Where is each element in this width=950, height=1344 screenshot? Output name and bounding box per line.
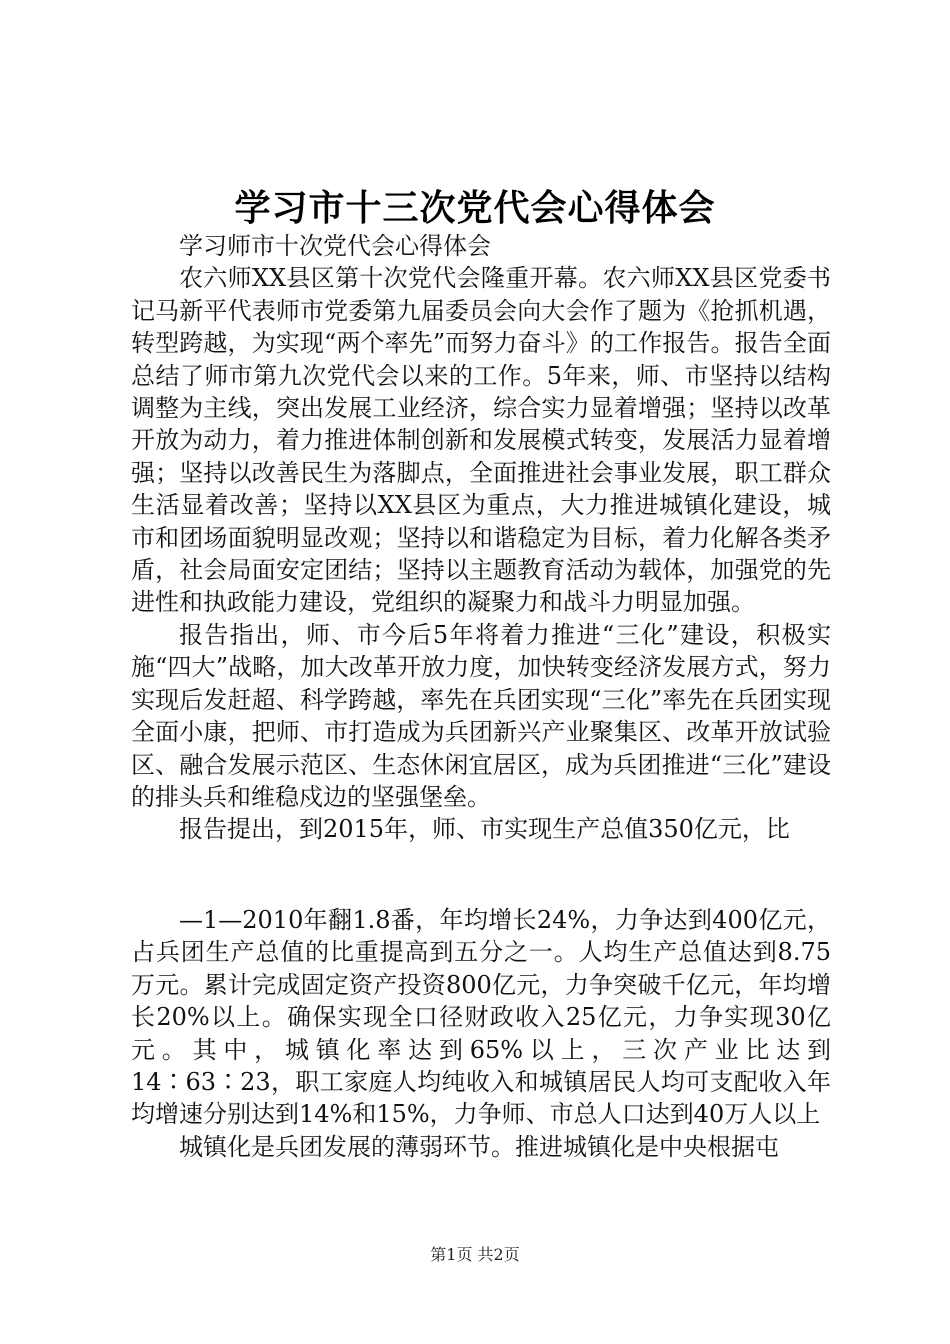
paragraph: —1—2010年翻1.8番，年均增长24%，力争达到400亿元，占兵团生产总值的比重提高到五分之一。人均生产总值达到8.75万元。累计完成固定资产投资800亿元，力争突破千亿元，年均增长20%以上。确保实现全口径财政收入25亿元，力争实现30亿元。其中，城镇化率达到65%以上，三次产业比达到14∶63∶23，职工家庭人均纯收入和城镇居民人均可支配收入年均增速分别达到14%和15%，力争师、市总人口达到40万人以上 [131, 906, 831, 1129]
document-subtitle: 学习师市十次党代会心得体会 [179, 232, 491, 260]
paragraph: 城镇化是兵团发展的薄弱环节。推进城镇化是中央根据屯 [179, 1132, 779, 1161]
document-body-part2 [131, 904, 831, 1163]
document-title: 学习市十三次党代会心得体会 [234, 187, 716, 229]
paragraph: 报告指出，师、市今后5年将着力推进“三化”建设，积极实施“四大”战略，加大改革开放力度，加快转变经济发展方式，努力实现后发赶超、科学跨越，率先在兵团实现“三化”率先在兵团实现全面小康，把师、市打造成为兵团新兴产业聚集区、改革开放试验区、融合发展示范区、生态休闲宜居区，成为兵团推进“三化”建设的排头兵和维稳戍边的坚强堡垒。 [131, 620, 831, 811]
paragraph: 农六师XX县区第十次党代会隆重开幕。农六师XX县区党委书记马新平代表师市党委第九届委员会向大会作了题为《抢抓机遇，转型跨越，为实现“两个率先”而努力奋斗》的工作报告。报告全面总结了师市第九次党代会以来的工作。5年来，师、市坚持以结构调整为主线，突出发展工业经济，综合实力显着增强；坚持以改革开放为动力，着力推进体制创新和发展模式转变，发展活力显着增强；坚持以改善民生为落脚点，全面推进社会事业发展，职工群众生活显着改善；坚持以XX县区为重点，大力推进城镇化建设，城市和团场面貌明显改观；坚持以和谐稳定为目标，着力化解各类矛盾，社会局面安定团结；坚持以主题教育活动为载体，加强党的先进性和执政能力建设，党组织的凝聚力和战斗力明显加强。 [131, 264, 831, 617]
document-body-part1 [131, 230, 831, 846]
page-number-footer: 第1页 共2页 [430, 1245, 520, 1264]
paragraph: 报告提出，到2015年，师、市实现生产总值350亿元，比 [179, 815, 790, 844]
